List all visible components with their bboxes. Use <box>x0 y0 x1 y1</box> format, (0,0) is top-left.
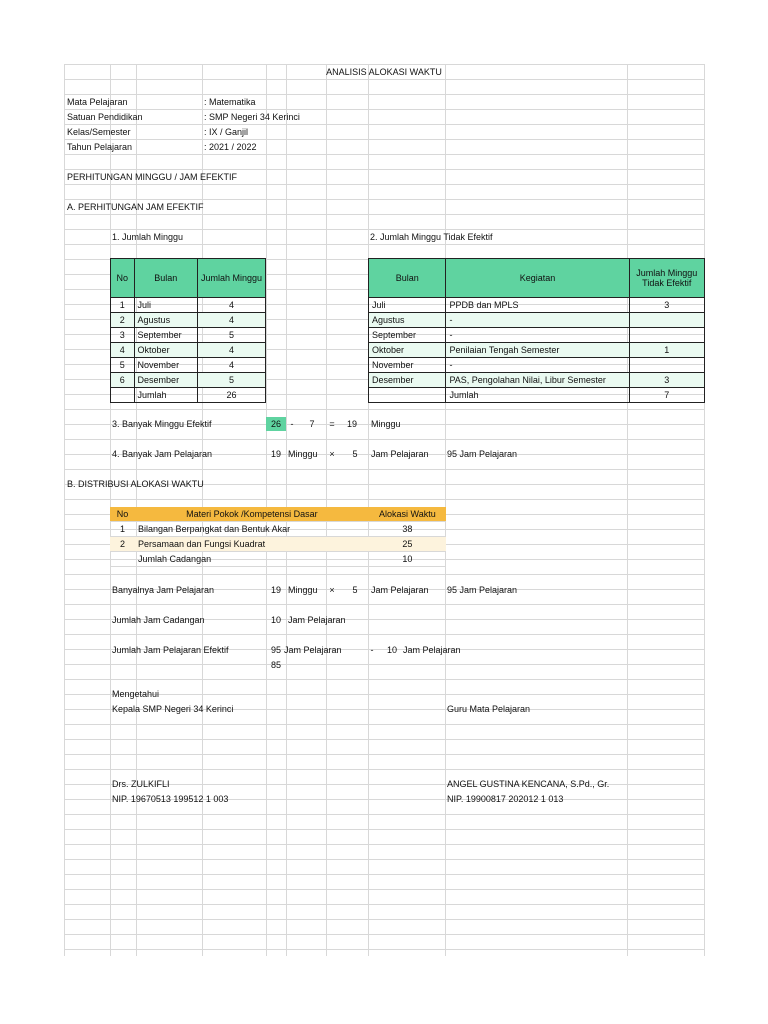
calc4-hours: 5 <box>352 449 358 459</box>
sign-principal-title: Kepala SMP Negeri 34 Kerinci <box>112 704 234 714</box>
gridline-row <box>64 829 704 830</box>
summary1-weeks: 19 <box>270 585 281 595</box>
total-label: Jumlah <box>446 388 629 403</box>
calc3-unit: Minggu <box>371 419 401 429</box>
distribution-table <box>110 507 446 567</box>
row-weeks: 4 <box>197 358 265 373</box>
gridline-row <box>64 844 704 845</box>
gridline-row <box>64 934 704 935</box>
sign-principal-name: Drs. ZULKIFLI <box>112 779 170 789</box>
table-row <box>369 358 705 373</box>
sign-principal-nip: NIP. 19670513 199512 1 003 <box>112 794 229 804</box>
summary3-minus: - <box>370 645 374 655</box>
calc3-result: 19 <box>346 419 357 429</box>
row-activity: PAS, Pengolahan Nilai, Libur Semester <box>446 373 629 388</box>
gridline-row <box>64 214 704 215</box>
summary2-label: Jumlah Jam Cadangan <box>112 615 205 625</box>
row-allocation: 25 <box>369 537 446 552</box>
row-no: 5 <box>111 358 135 373</box>
row-activity: - <box>446 313 629 328</box>
row-no: 6 <box>111 373 135 388</box>
info-value-class: : IX / Ganjil <box>204 127 249 137</box>
row-activity: - <box>446 328 629 343</box>
gridline-row <box>64 499 704 500</box>
row-month: Oktober <box>369 343 446 358</box>
sign-acknowledged: Mengetahui <box>112 689 160 699</box>
gridline-row <box>64 469 704 470</box>
calc4-result: 95 Jam Pelajaran <box>447 449 518 459</box>
total-empty <box>111 388 135 403</box>
table1-caption: 1. Jumlah Minggu <box>112 232 184 242</box>
info-label-school: Satuan Pendidikan <box>67 112 143 122</box>
reserve-empty <box>110 552 135 567</box>
row-activity: Penilaian Tengah Semester <box>446 343 629 358</box>
summary3-total: 95 <box>270 645 281 655</box>
table-row <box>369 298 705 313</box>
total-label: Jumlah <box>134 388 197 403</box>
row-material: Bilangan Berpangkat dan Bentuk Akar <box>135 522 369 537</box>
distribution-header <box>110 507 446 522</box>
spreadsheet-sheet <box>64 64 704 956</box>
gridline-column <box>704 64 705 956</box>
summary3-reserve: 10 <box>386 645 397 655</box>
row-no: 1 <box>111 298 135 313</box>
gridline-row <box>64 634 704 635</box>
total-empty <box>369 388 446 403</box>
row-count: 3 <box>629 298 704 313</box>
calc3-non-effective: 7 <box>309 419 315 429</box>
reserve-value: 10 <box>369 552 446 567</box>
calc3-total-weeks: 26 <box>266 417 286 431</box>
gridline-row <box>64 664 704 665</box>
row-count <box>629 328 704 343</box>
calc3-equals: = <box>329 419 335 429</box>
row-no: 1 <box>110 522 135 537</box>
calc3-minus: - <box>290 419 294 429</box>
total-value: 26 <box>197 388 265 403</box>
reserve-label: Jumlah Cadangan <box>135 552 369 567</box>
gridline-row <box>64 694 704 695</box>
row-weeks: 4 <box>197 343 265 358</box>
info-label-class: Kelas/Semester <box>67 127 131 137</box>
row-activity: PPDB dan MPLS <box>446 298 629 313</box>
sign-teacher-name: ANGEL GUSTINA KENCANA, S.Pd., Gr. <box>447 779 610 789</box>
summary2-unit: Jam Pelajaran <box>288 615 346 625</box>
info-label-year: Tahun Pelajaran <box>67 142 133 152</box>
row-month: Agustus <box>369 313 446 328</box>
gridline-row <box>64 739 704 740</box>
gridline-row <box>64 409 704 410</box>
non-effective-header <box>369 259 705 298</box>
section-heading-main: PERHITUNGAN MINGGU / JAM EFEKTIF <box>67 172 238 182</box>
calc4-times: × <box>329 449 335 459</box>
summary1-unit1: Minggu <box>288 585 318 595</box>
row-month: November <box>134 358 197 373</box>
summary1-label: Banyalnya Jam Pelajaran <box>112 585 215 595</box>
reserve-row <box>110 552 446 567</box>
gridline-row <box>64 139 704 140</box>
table-row <box>110 537 446 552</box>
table-row <box>111 358 266 373</box>
summary3-unit1: Jam Pelajaran <box>284 645 342 655</box>
gridline-row <box>64 679 704 680</box>
gridline-row <box>64 949 704 950</box>
row-month: September <box>369 328 446 343</box>
calc3-label: 3. Banyak Minggu Efektif <box>112 419 212 429</box>
summary1-hours: 5 <box>352 585 358 595</box>
gridline-row <box>64 124 704 125</box>
calc4-weeks: 19 <box>270 449 281 459</box>
gridline-row <box>64 574 704 575</box>
gridline-column <box>627 64 628 956</box>
gridline-row <box>64 889 704 890</box>
row-weeks: 5 <box>197 328 265 343</box>
summary2-value: 10 <box>270 615 281 625</box>
header-weeks: Jumlah Minggu <box>197 259 265 298</box>
calc4-unit2: Jam Pelajaran <box>371 449 429 459</box>
header-non-effective: Jumlah Minggu Tidak Efektif <box>629 259 704 298</box>
calc4-label: 4. Banyak Jam Pelajaran <box>112 449 213 459</box>
weeks-table <box>110 258 266 403</box>
row-count <box>629 358 704 373</box>
header-month: Bulan <box>134 259 197 298</box>
weeks-table-header <box>111 259 266 298</box>
gridline-row <box>64 184 704 185</box>
row-material: Persamaan dan Fungsi Kuadrat <box>135 537 369 552</box>
calc4-unit1: Minggu <box>288 449 318 459</box>
row-activity: - <box>446 358 629 373</box>
header-allocation: Alokasi Waktu <box>369 507 446 522</box>
row-month: November <box>369 358 446 373</box>
gridline-row <box>64 604 704 605</box>
summary1-times: × <box>329 585 335 595</box>
table-row <box>111 298 266 313</box>
table-row <box>111 328 266 343</box>
table-row <box>369 373 705 388</box>
row-no: 4 <box>111 343 135 358</box>
info-value-school: : SMP Negeri 34 Kerinci <box>204 112 300 122</box>
row-month: Desember <box>134 373 197 388</box>
gridline-row <box>64 904 704 905</box>
non-effective-total-row <box>369 388 705 403</box>
weeks-total-row <box>111 388 266 403</box>
non-effective-weeks-table <box>368 258 705 403</box>
row-month: Oktober <box>134 343 197 358</box>
info-value-year: : 2021 / 2022 <box>204 142 257 152</box>
row-count <box>629 313 704 328</box>
row-month: September <box>134 328 197 343</box>
gridline-column <box>64 64 65 956</box>
row-month: Juli <box>369 298 446 313</box>
gridline-row <box>64 109 704 110</box>
header-no: No <box>111 259 135 298</box>
gridline-row <box>64 94 704 95</box>
gridline-row <box>64 79 704 80</box>
row-weeks: 4 <box>197 313 265 328</box>
summary1-unit2: Jam Pelajaran <box>371 585 429 595</box>
summary1-result: 95 Jam Pelajaran <box>447 585 518 595</box>
table-row <box>369 313 705 328</box>
header-activity: Kegiatan <box>446 259 629 298</box>
row-allocation: 38 <box>369 522 446 537</box>
section-heading-b: B. DISTRIBUSI ALOKASI WAKTU <box>67 479 204 489</box>
summary3-unit2: Jam Pelajaran <box>403 645 461 655</box>
row-no: 2 <box>111 313 135 328</box>
gridline-row <box>64 814 704 815</box>
sign-teacher-title: Guru Mata Pelajaran <box>447 704 531 714</box>
gridline-row <box>64 244 704 245</box>
gridline-row <box>64 724 704 725</box>
gridline-row <box>64 874 704 875</box>
row-count: 1 <box>629 343 704 358</box>
info-value-subject: : Matematika <box>204 97 256 107</box>
header-month: Bulan <box>369 259 446 298</box>
gridline-row <box>64 439 704 440</box>
gridline-row <box>64 769 704 770</box>
header-material: Materi Pokok /Kompetensi Dasar <box>135 507 369 522</box>
row-weeks: 5 <box>197 373 265 388</box>
row-no: 3 <box>111 328 135 343</box>
section-heading-a: A. PERHITUNGAN JAM EFEKTIF <box>67 202 204 212</box>
row-month: Agustus <box>134 313 197 328</box>
header-no: No <box>110 507 135 522</box>
row-month: Desember <box>369 373 446 388</box>
table-row <box>111 343 266 358</box>
row-count: 3 <box>629 373 704 388</box>
row-weeks: 4 <box>197 298 265 313</box>
table2-caption: 2. Jumlah Minggu Tidak Efektif <box>370 232 493 242</box>
table-row <box>369 328 705 343</box>
summary3-result: 85 <box>270 660 281 670</box>
table-row <box>111 373 266 388</box>
row-month: Juli <box>134 298 197 313</box>
page-title: ANALISIS ALOKASI WAKTU <box>326 67 442 77</box>
info-label-subject: Mata Pelajaran <box>67 97 128 107</box>
row-no: 2 <box>110 537 135 552</box>
gridline-row <box>64 919 704 920</box>
summary3-label: Jumlah Jam Pelajaran Efektif <box>112 645 229 655</box>
total-value: 7 <box>629 388 704 403</box>
table-row <box>369 343 705 358</box>
table-row <box>111 313 266 328</box>
gridline-row <box>64 859 704 860</box>
gridline-row <box>64 754 704 755</box>
gridline-row <box>64 154 704 155</box>
table-row <box>110 522 446 537</box>
sign-teacher-nip: NIP. 19900817 202012 1 013 <box>447 794 564 804</box>
